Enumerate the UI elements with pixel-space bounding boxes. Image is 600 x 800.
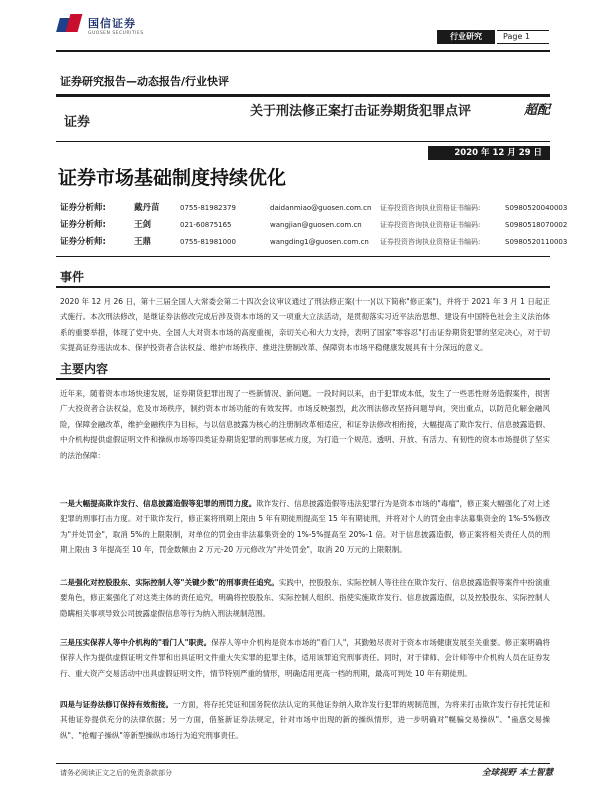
analyst-name: 戴丹苗	[134, 203, 160, 213]
point-one-text: 欺诈发行、信息披露造假等违法犯罪行为是资本市场的"毒瘤"，修正案大幅强化了对上述犯罪的刑事打击力度。对于欺诈发行，修正案将刑期上限由 5 年有期徒刑提高至 15 年有期徒刑，并将对个人的罚金由非法募集资金的 1%-5%修改为"并处罚金"，取消 5%的上限限制，对单位的罚金由非法募集资金的 1%-5%提高至 20%-1 倍。对于信息披露造假，修正案将相关责任人员的刑期上限由 3 年提高至 10 年，罚金数额由 2 万元-20 万元修改为"并处罚金"，取消 20 万元的上限限制。	[60, 499, 551, 555]
analyst-role: 证券分析师:	[60, 203, 106, 213]
analyst-role: 证券分析师:	[60, 220, 106, 230]
point-three-heading: 三是压实保荐人等中介机构的"看门人"职责。	[60, 638, 212, 647]
point-three-paragraph	[60, 635, 550, 681]
company-logo	[58, 14, 144, 36]
point-two-paragraph	[60, 575, 550, 621]
event-divider	[56, 286, 550, 288]
page-header	[0, 0, 600, 58]
point-three-text: 保荐人等中介机构是资本市场的"看门人"，其勤勉尽责对于资本市场健康发展至关重要。修正案明确将保荐人作为提供虚假证明文件罪和出具证明文件重大失实罪的犯罪主体，适用该罪追究刑事责任。同时，对于律师、会计师等中介机构人员在证券发行、重大资产交易活动中出具虚假证明文件，情节特别严重的情形，明确适用更高一档的刑期，最高可判处 10 年有期徒刑。	[60, 638, 550, 678]
main-content-heading: 主要内容	[60, 362, 109, 376]
point-four-heading: 四是与证券法修订保持有效衔接。	[60, 700, 174, 709]
analyst-row	[60, 200, 568, 217]
analyst-name: 王鼎	[134, 237, 152, 247]
point-one-heading: 一是大幅提高欺诈发行、信息披露造假等犯罪的刑罚力度。	[60, 499, 257, 508]
analyst-cert-label: 证券投资咨询执业资格证书编码:	[380, 221, 481, 229]
analyst-cert-number: S0980520110003	[505, 238, 568, 246]
analyst-email: wangjian@guosen.com.cn	[270, 221, 362, 229]
report-date: 2020 年 12 月 29 日	[428, 146, 550, 160]
sector-label: 证券	[64, 115, 91, 130]
analyst-row	[60, 234, 568, 251]
analyst-phone: 0755-81982379	[180, 204, 236, 212]
analyst-phone: 0755-81981000	[180, 238, 236, 246]
analyst-email: wangding1@guosen.com.cn	[270, 238, 369, 246]
footer-slogan: 全球视野 本土智慧	[482, 768, 553, 778]
analyst-cert-label: 证券投资咨询执业资格证书编码:	[380, 238, 481, 246]
point-four-text: 一方面，将存托凭证和国务院依法认定的其他证券纳入欺诈发行犯罪的规制范围，为将来打击欺诈发行存托凭证和其他证券提供充分的法律依据；另一方面，借鉴新证券法规定，针对市场中出现的新的操纵情形，进一步明确对"幌骗交易操纵"、"蛊惑交易操纵"、"抢帽子操纵"等新型操纵市场行为追究刑事责任。	[60, 700, 551, 740]
rating-label: 超配	[524, 103, 551, 118]
page-title: 证券市场基础制度持续优化	[58, 167, 287, 189]
point-one-paragraph	[60, 496, 550, 558]
analyst-phone: 021-60875165	[180, 221, 232, 229]
analyst-name: 王剑	[134, 220, 152, 230]
footer-divider	[56, 763, 550, 764]
analyst-cert-number: S0980518070002	[505, 221, 568, 229]
footer-disclaimer: 请务必阅读正文之后的免责条款部分	[60, 769, 172, 777]
report-title: 关于刑法修正案打击证券期货犯罪点评	[250, 104, 472, 119]
point-two-text: 实践中，控股股东、实际控制人等往往在欺诈发行、信息披露造假等案件中扮演重要角色，修正案强化了对这类主体的责任追究，明确将控股股东、实际控制人组织、指使实施欺诈发行、信息披露造假，以及控股股东、实际控制人隐瞒相关事项导致公司披露虚假信息等行为纳入刑法规制范围。	[60, 578, 550, 618]
analyst-cert-label: 证券投资咨询执业资格证书编码:	[380, 204, 481, 212]
point-two-heading: 二是强化对控股股东、实际控制人等"关键少数"的刑事责任追究。	[60, 578, 279, 587]
analyst-divider	[56, 256, 550, 257]
logo-english: GUOSEN SECURITIES	[88, 30, 144, 36]
report-type-tag: 行业研究	[437, 30, 495, 44]
event-paragraph: 2020 年 12 月 26 日，第十三届全国人大常委会第二十四次会议审议通过了刑法修正案(十一)(以下简称"修正案")，并将于 2021 年 3 月 1 日起正式施行。本次刑法修改，是继证券法修改完成后涉及资本市场的又一项重大立法活动，是贯彻落实习近平法治思想、建设有中国特色社会主义法治体系的重要举措，体现了党中央、全国人大对资本市场的高度重视，亲切关心和大力支持，表明了国家"零容忍"打击证券期货犯罪的坚定决心，对于切实提高证券违法成本、保护投资者合法权益、维护市场秩序、推进注册制改革、保障资本市场平稳健康发展具有十分深远的意义。	[60, 297, 550, 353]
logo-name: 国信证券	[88, 16, 136, 30]
title-band	[56, 94, 550, 142]
main-content-divider	[56, 378, 550, 380]
intro-paragraph: 近年来，随着资本市场快速发展，证券期货犯罪出现了一些新情况、新问题。一段时间以来，由于犯罪成本低，发生了一些恶性财务造假案件，损害广大投资者合法权益，危及市场秩序，制约资本市场功能的有效发挥。市场反映强烈，此次刑法修改坚持问题导向，突出重点，以防范化解金融风险，保障金融改革，维护金融秩序为目标，与以信息披露为核心的注册制改革相适应，和证券法修改相衔接，大幅提高了欺诈发行、信息披露造假、中介机构提供虚假证明文件和操纵市场等四类证券期货犯罪的刑事惩戒力度，为打造一个规范、透明、开放、有活力、有韧性的资本市场提供了坚实的法治保障：	[60, 389, 550, 460]
analyst-list	[60, 200, 568, 251]
analyst-row	[60, 217, 568, 234]
analyst-email: daidanmiao@guosen.com.cn	[270, 204, 372, 212]
logo-icon	[58, 14, 84, 36]
point-four-paragraph	[60, 697, 550, 743]
event-heading: 事件	[60, 270, 85, 284]
analyst-role: 证券分析师:	[60, 237, 106, 247]
analyst-cert-number: S0980520040003	[505, 204, 568, 212]
header-divider	[56, 50, 550, 52]
report-series: 证券研究报告—动态报告/行业快评	[60, 75, 230, 88]
page-number: Page 1	[497, 30, 549, 44]
